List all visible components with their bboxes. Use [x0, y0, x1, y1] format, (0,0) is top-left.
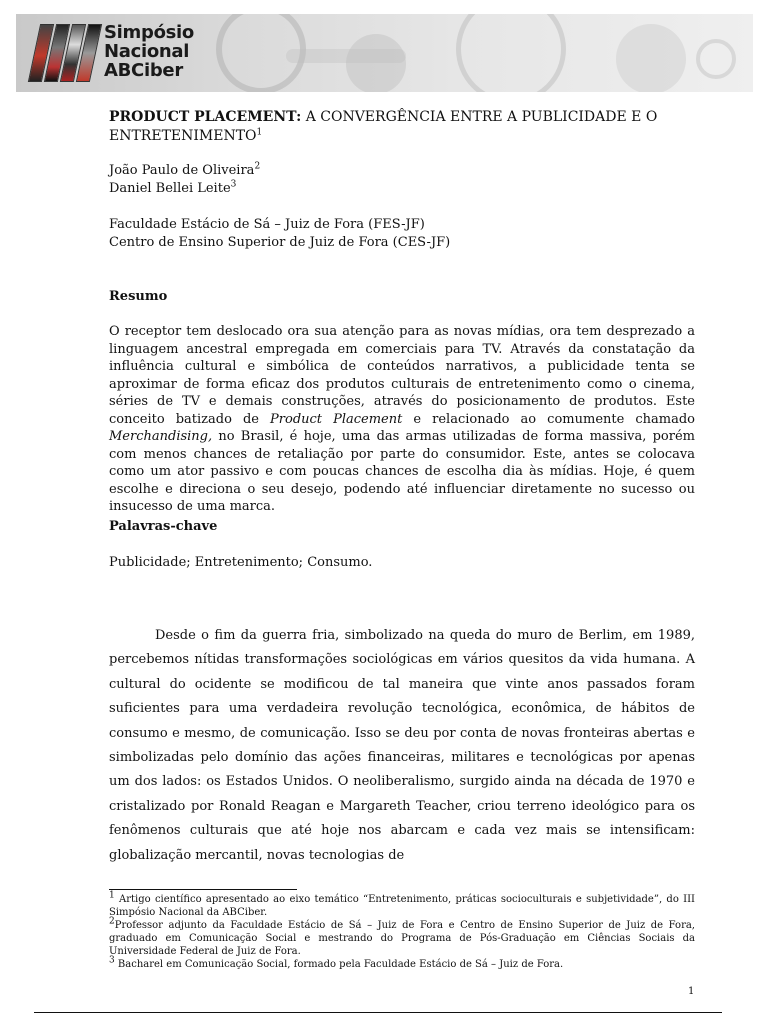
footnote-text: Professor adjunto da Faculdade Estácio de Sá – Juiz de Fora e Centro de Ensino Superior de Juiz de Fora, graduado em Comunicação Social e mestrando do Programa de Pós-Graduação em Ciências Sociais da Universidade Federal de Juiz de Fora. — [109, 920, 695, 957]
institution: Faculdade Estácio de Sá – Juiz de Fora (FES-JF) — [109, 217, 425, 232]
footnote-text: Artigo científico apresentado ao eixo temático “Entretenimento, práticas socioculturais e subjetividade”, do III Simpósio Nacional da ABCiber. — [109, 894, 695, 918]
author — [109, 162, 260, 180]
footnote-divider — [109, 889, 297, 890]
footnote-ref: 1 — [256, 127, 263, 138]
body-paragraph: Desde o fim da guerra fria, simbolizado na queda do muro de Berlim, em 1989, percebemos nítidas transformações sociológicas em vários quesitos da vida humana. A cultural do ocidente se modificou de tal maneira que vinte anos passados foram suficientes para uma verdadeira revolução tecnológica, econômica, de hábitos de consumo e mesmo, de comunicação. Isso se deu por conta de novas fronteiras abertas e simbolizadas pelo domínio das ações financeiras, militares e tecnológicas por apenas um dos lados: os Estados Unidos. O neoliberalismo, surgido ainda na década de 1970 e cristalizado por Ronald Reagan e Margareth Teacher, criou terreno ideológico para os fenômenos culturais que até hoje nos abarcam e cada vez mais se intensificam: globalização mercantil, novas tecnologias de — [109, 628, 695, 863]
footnote — [109, 890, 695, 919]
title-rest: A CONVERGÊNCIA ENTRE A PUBLICIDADE E O ENTRETENIMENTO — [109, 109, 658, 144]
author-name: João Paulo de Oliveira — [109, 163, 255, 178]
footnote-text: Bacharel em Comunicação Social, formado pela Faculdade Estácio de Sá – Juiz de Fora. — [114, 959, 564, 970]
abstract-emphasis: Product Placement — [270, 411, 403, 427]
footnotes — [109, 890, 695, 971]
abstract-emphasis: Merchandising, — [109, 429, 213, 444]
header-banner — [16, 14, 753, 92]
page-number: 1 — [688, 986, 695, 997]
institutions — [109, 216, 450, 252]
logo-line: Simpósio — [104, 22, 194, 43]
paper-title — [109, 108, 669, 146]
author-name: Daniel Bellei Leite — [109, 181, 231, 196]
abstract-part: e relacionado ao comumente chamado — [402, 411, 695, 427]
logo-line: ABCiber — [104, 60, 183, 81]
footnote — [109, 916, 695, 958]
footnote-number: 3 — [109, 955, 115, 966]
abciber-logo-icon — [30, 24, 94, 84]
authors — [109, 162, 260, 198]
banner-decoration — [696, 39, 736, 79]
resumo-heading: Resumo — [109, 289, 168, 304]
footnote-number: 2 — [109, 916, 115, 927]
footnote — [109, 955, 695, 971]
institution: Centro de Ensino Superior de Juiz de Fora (CES-JF) — [109, 235, 451, 250]
logo-text — [104, 23, 194, 80]
footnote-ref: 2 — [254, 161, 261, 172]
banner-decoration — [456, 14, 566, 92]
abstract-part: O receptor tem deslocado ora sua atenção para as novas mídias, ora tem desprezado a linguagem ancestral empregada em comerciais para TV. Através da constatação da influência cultural e simbólica de conteúdos narrativos, a publicidade tenta se aproximar de forma eficaz dos produtos culturais de entretenimento como o cinema, séries de TV e demais construções, através do posicionamento de produtos. Este conceito batizado de — [109, 324, 695, 427]
author — [109, 180, 260, 198]
abstract-part: no Brasil, é hoje, uma das armas utilizadas de forma massiva, porém com menos chances de retaliação por parte do consumidor. Este, antes se colocava como um ator passivo e com poucas chances de escolha dia às mídias. Hoje, é quem escolhe e direciona o seu desejo, podendo até influenciar diretamente no sucesso ou insucesso de uma marca. — [109, 429, 695, 514]
banner-decoration — [616, 24, 686, 92]
title-bold: PRODUCT PLACEMENT: — [109, 109, 302, 125]
footnote-number: 1 — [109, 890, 115, 901]
logo-line: Nacional — [104, 41, 190, 62]
keywords-heading: Palavras-chave — [109, 519, 218, 534]
footnote-ref: 3 — [230, 179, 237, 190]
abstract-text — [109, 323, 695, 516]
keywords: Publicidade; Entretenimento; Consumo. — [109, 555, 373, 570]
banner-decoration — [286, 49, 406, 63]
banner-decoration — [346, 34, 406, 92]
bottom-divider — [34, 1012, 722, 1013]
